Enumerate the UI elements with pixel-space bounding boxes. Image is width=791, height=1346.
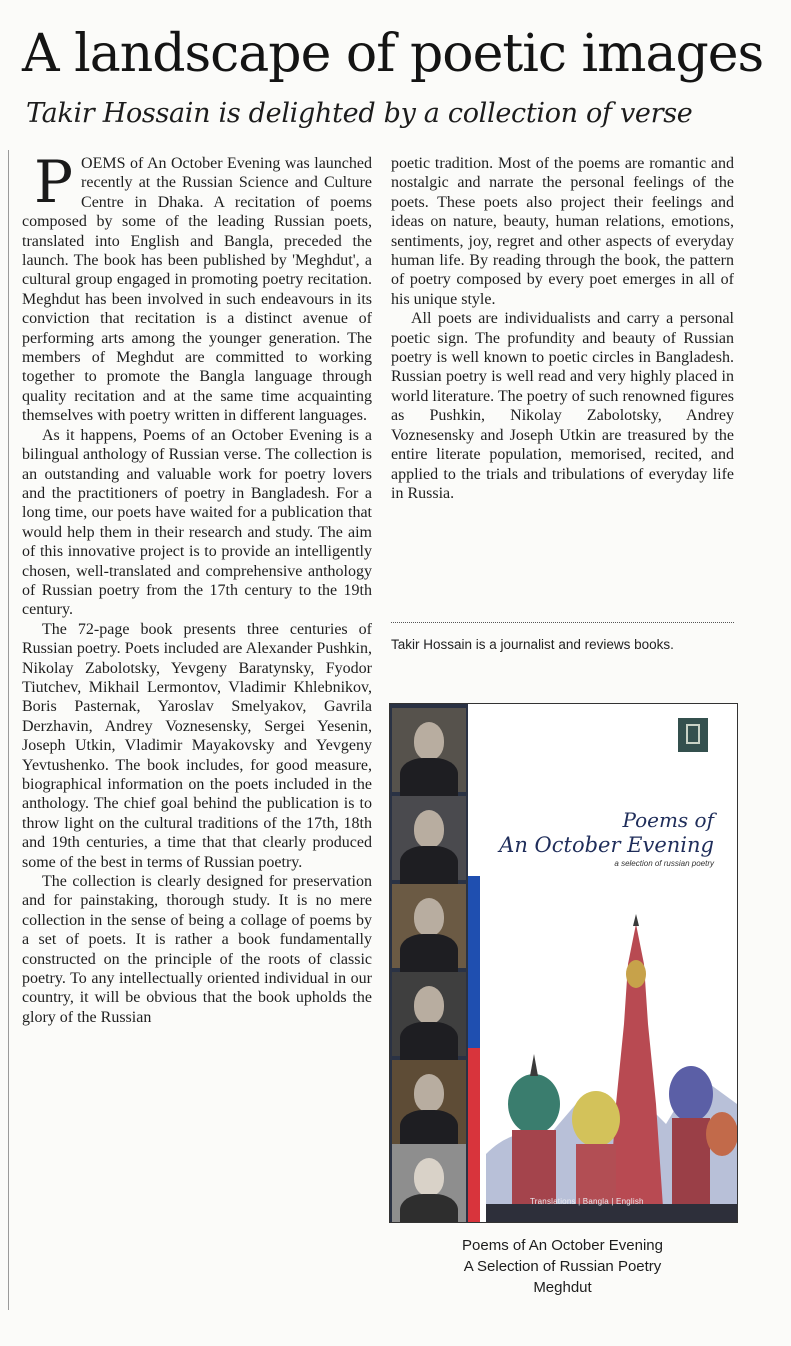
poet-portrait-strip [390,704,468,1222]
article-paragraph [22,148,372,426]
poet-portrait [392,708,466,792]
book-cover-image [389,703,738,1223]
cover-tagline: a selection of russian poetry [614,859,714,868]
poet-portrait [392,1060,466,1144]
poet-portrait [392,884,466,968]
article-column-left [22,148,372,1027]
drop-cap: P [34,148,74,216]
poet-portrait [392,796,466,880]
page-edge-line [8,150,9,1310]
cover-title [482,808,714,870]
flag-stripe-red [468,1048,480,1222]
dotted-divider [391,622,734,623]
paragraph-text: OEMS of An October Evening was launched recently at the Russian Science and Culture Centre in Dhaka. A recitation of poems composed by some of the leading Russian poets, translated into English and Bangla, preceded the launch. The book has been published by 'Meghdut', a cultural group engaged in promoting poetry recitation. Meghdut has been involved in such endeavours in its conviction that recitation is a distinct avenue of performing arts among the younger generation. The members of Meghdut are committed to working together to promote the Bangla language through quality recitation and at the same time acquainting themselves with poetry written in different languages. [22,155,372,425]
caption-title: Poems of An October Evening [462,1237,663,1254]
article-paragraph: poetic tradition. Most of the poems are romantic and nostalgic and narrate the personal feelings of the poets. These poets also project their feelings and ideas on nature, beauty, human relations, emotions, sentiments, joy, regret and other aspects of everyday human life. By reading through the book, the pattern of poetry composed by every poet emerges in all of his unique style. [391,155,734,308]
caption-subtitle: A Selection of Russian Poetry [463,1258,662,1275]
article-paragraph: All poets are individualists and carry a personal poetic sign. The profundity and beauty of Russian poetry is well known to poetic circles in Bangladesh. Russian poetry is well read and very highly placed in world literature. The poetry of such renowned figures as Pushkin, Nikolay Zabolotsky, Andrey Voznesensky and Joseph Utkin are treasured by the entire literate population, memorised, recited, and applied to the trials and tribulations of everyday life in Russia. [391,310,734,502]
article-paragraph: As it happens, Poems of an October Evening is a bilingual anthology of Russian verse. The collection is an outstanding and valuable work for poetry lovers and the practitioners of poetry in Bangladesh. For a long time, our poets have waited for a publication that would help them in their research and study. The aim of this innovative project is to provide an intelligently chosen, well-translated and comprehensive anthology of Russian poetry from the 17th century to the 19th century. [22,426,372,619]
article-column-right [391,154,734,503]
cover-footer-text: Translations | Bangla | English [530,1197,644,1206]
flag-stripe-blue [468,876,480,1048]
article-headline: A landscape of poetic images [22,24,764,84]
caption-publisher: Meghdut [533,1279,592,1296]
cover-title-line: Poems of [622,808,714,832]
author-note: Takir Hossain is a journalist and reviews books. [391,637,674,652]
cover-title-line: An October Evening [499,833,714,857]
publisher-logo [678,718,708,752]
flag-stripe-white [468,704,480,876]
poet-portrait [392,1144,466,1223]
poet-portrait [392,972,466,1056]
article-paragraph: The collection is clearly designed for preservation and for painstaking, thorough study. It is no mere collection in the sense of being a collage of poems by a set of poets. It is rather a book fundamentally constructed on the principle of the roots of classic poetry. To any intellectually oriented individual in our country, it will be obvious that the book upholds the glory of the Russian [22,873,372,1026]
cathedral-illustration [486,904,737,1222]
image-caption [389,1235,736,1298]
article-paragraph: The 72-page book presents three centuries of Russian poetry. Poets included are Alexander Pushkin, Nikolay Zabolotsky, Yevgeny Baratynsky, Fyodor Tiutchev, Mikhail Lermontov, Vladimir Khlebnikov, Boris Pasternak, Yaroslav Smelyakov, Gavrila Derzhavin, Andrey Voznesensky, Sergei Yesenin, Joseph Utkin, Vladimir Mayakovsky and Yevgeny Yevtushenko. The book includes, for good measure, biographical information on the poets included in the anthology. The chief goal behind the publication is to throw light on the cultural traditions of the 17th, 18th and 19th centuries, a time that that clearly produced some of the best in terms of Russian poetry. [22,620,372,871]
article-subhead: Takir Hossain is delighted by a collection of verse [26,98,693,129]
